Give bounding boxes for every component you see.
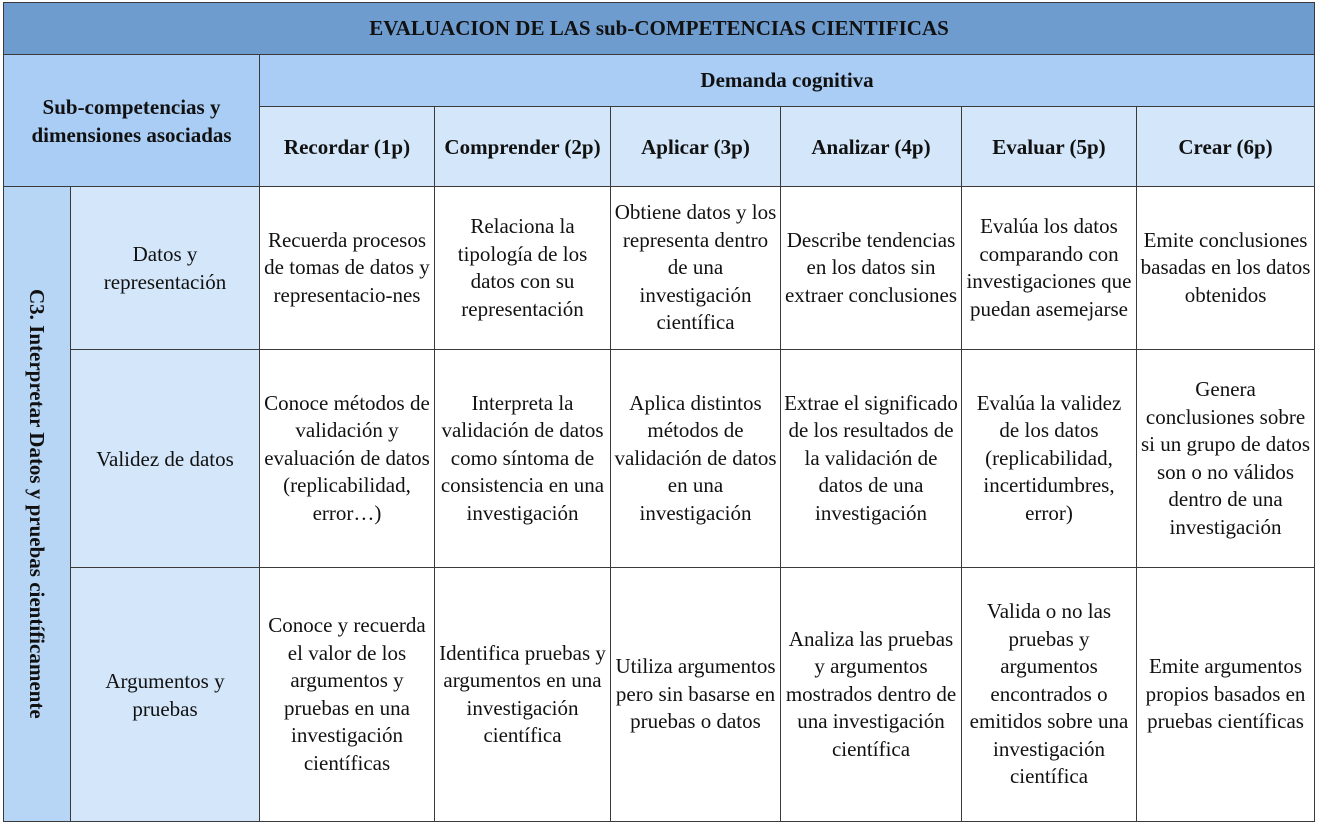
level-header-aplicar: Aplicar (3p)	[611, 107, 781, 187]
descriptor-cell: Recuerda procesos de tomas de datos y representacio-nes	[260, 187, 435, 349]
descriptor-cell: Genera conclusiones sobre si un grupo de datos son o no válidos dentro de una investigación	[1137, 349, 1315, 568]
descriptor-cell: Interpreta la validación de datos como síntoma de consistencia en una investigación	[435, 349, 611, 568]
descriptor-cell: Conoce métodos de validación y evaluación de datos (replicabilidad, error…)	[260, 349, 435, 568]
demanda-cognitiva-header: Demanda cognitiva	[260, 55, 1315, 107]
level-header-crear: Crear (6p)	[1137, 107, 1315, 187]
table-row	[4, 349, 1315, 568]
descriptor-cell: Emite conclusiones basadas en los datos obtenidos	[1137, 187, 1315, 349]
table-title: EVALUACION DE LAS sub-COMPETENCIAS CIENTIFICAS	[4, 3, 1315, 55]
competence-cell	[4, 187, 71, 822]
descriptor-cell: Utiliza argumentos pero sin basarse en pruebas o datos	[611, 568, 781, 822]
subcompetencias-header: Sub-competencias y dimensiones asociadas	[4, 55, 260, 187]
table-row	[4, 568, 1315, 822]
dimension-validez-datos: Validez de datos	[71, 349, 260, 568]
level-header-evaluar: Evaluar (5p)	[962, 107, 1137, 187]
competence-label: C3. Interpretar Datos y pruebas científicamente	[25, 289, 49, 720]
descriptor-cell: Obtiene datos y los representa dentro de una investigación científica	[611, 187, 781, 349]
level-header-comprender: Comprender (2p)	[435, 107, 611, 187]
descriptor-cell: Evalúa los datos comparando con investigaciones que puedan asemejarse	[962, 187, 1137, 349]
dimension-datos-representacion: Datos y representación	[71, 187, 260, 349]
rubric-table	[3, 2, 1315, 822]
descriptor-cell: Aplica distintos métodos de validación de datos en una investigación	[611, 349, 781, 568]
descriptor-cell: Analiza las pruebas y argumentos mostrados dentro de una investigación científica	[781, 568, 962, 822]
descriptor-cell: Evalúa la validez de los datos (replicabilidad, incertidumbres, error)	[962, 349, 1137, 568]
descriptor-cell: Emite argumentos propios basados en pruebas científicas	[1137, 568, 1315, 822]
descriptor-cell: Identifica pruebas y argumentos en una investigación científica	[435, 568, 611, 822]
table-row	[4, 187, 1315, 349]
descriptor-cell: Describe tendencias en los datos sin extraer conclusiones	[781, 187, 962, 349]
descriptor-cell: Valida o no las pruebas y argumentos encontrados o emitidos sobre una investigación científica	[962, 568, 1137, 822]
level-header-analizar: Analizar (4p)	[781, 107, 962, 187]
descriptor-cell: Extrae el significado de los resultados de la validación de datos de una investigación	[781, 349, 962, 568]
level-header-recordar: Recordar (1p)	[260, 107, 435, 187]
descriptor-cell: Conoce y recuerda el valor de los argumentos y pruebas en una investigación científicas	[260, 568, 435, 822]
descriptor-cell: Relaciona la tipología de los datos con su representación	[435, 187, 611, 349]
dimension-argumentos-pruebas: Argumentos y pruebas	[71, 568, 260, 822]
